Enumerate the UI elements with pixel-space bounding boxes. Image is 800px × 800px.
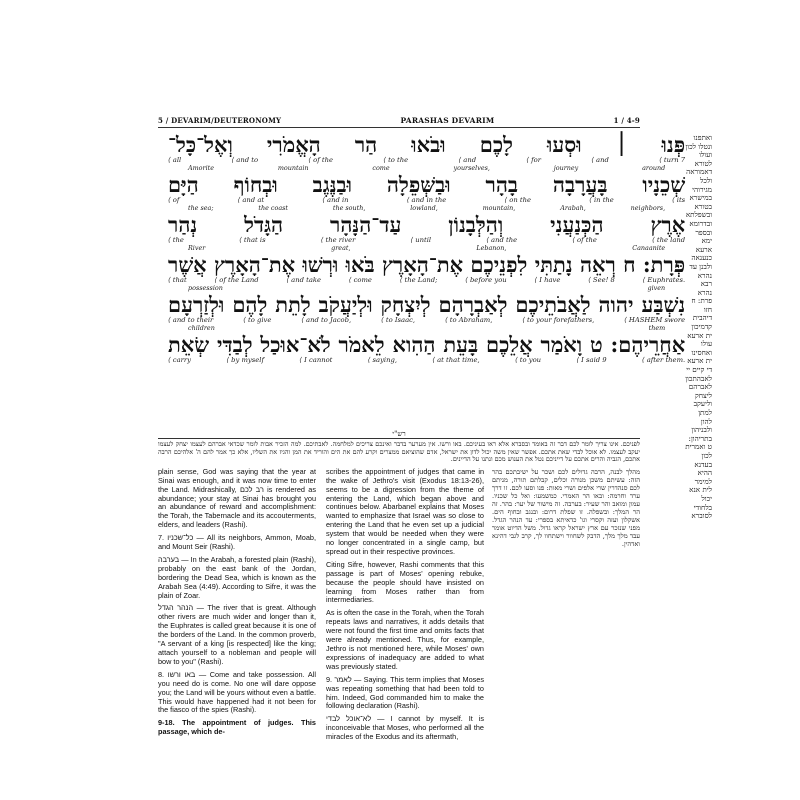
verse-line-4 bbox=[168, 254, 685, 292]
commentary-paragraph: plain sense, God was saying that the year at Sinai was enough, and it was now time to enter the Land. Midrashically, רב לכם is rendered as abundance; your stay at Sinai has brought you an abundance of reward and accomplishment: the Torah, the Tabernacle and its accouterments, elders, and leaders (Rashi). bbox=[158, 466, 316, 530]
commentary-paragraph: As is often the case in the Torah, when the Torah repeats laws and narratives, it adds details that were not found the first time and omits facts that were already mentioned. Thus, for example, Jethro is not mentioned here, while Moses' own expressions of inadequacy are added to what was previously stated. bbox=[326, 608, 484, 671]
page-header bbox=[158, 116, 640, 128]
commentary-paragraph: 8. באו ורשו — Come and take possession. All you need do is come. No one will dare oppose you; the Land will be yours without even a battle. This would have happened had it not been for the fiasco of the spies (Rashi). bbox=[158, 669, 316, 715]
book-page bbox=[158, 116, 713, 742]
gloss-line: ⟨ carry ⟨ by myself ⟨ I cannot ⟨ saying, ⟨ at that time, ⟨ to you ⟨ I said 9 ⟨ after them. bbox=[168, 356, 686, 364]
commentary-column-left bbox=[158, 468, 316, 746]
commentary-paragraph: 7. כל־שכניו — All its neighbors, Ammon, Moab, and Mount Seir (Rashi). bbox=[158, 533, 316, 552]
hebrew-line: נִשְׁבַּע יהוה לַאֲבֹתֵיכֶם לְאַבְרָהָם לְיִצְחָק וּלְיַעֲקֹב לָתֵת לָהֶם וּלְזַרְעָם bbox=[168, 292, 686, 317]
commentary-paragraph: 9-18. The appointment of judges. This passage, which de- bbox=[158, 718, 316, 737]
commentary-paragraph: בערבה — In the Arabah, a forested plain (Rashi), probably on the east bank of the Jordan, bordering the Dead Sea, which is known as the Arabah Sea (4:49). According to Sifre, it was the plain of Zoar. bbox=[158, 554, 316, 600]
gloss-line: ⟨ all ⟨ and to ⟨ of the ⟨ to the ⟨ and ⟨ for ⟨ and ⟨ turn 7 bbox=[168, 156, 686, 164]
verse-block bbox=[158, 134, 685, 426]
rashi-commentary: לפניכם. אינו צריך לומר לכם דבר זה באומד ובסברא אלא ראו בעיניכם. באו ורשו. אין מערער בדבר ואינכם צריכים למלחמה. לאבתיכם. למה הזכיר אבות לומר שכדאי אברהם לעצמו יצחק לעצמו יעקב לעצמו. לא אוכל לבדי שאת אתכם. אפשר שאין משה יכול לדון את ישראל, אדם שהוציאם ממצרים וקרע להם את הים והוריד את המן והגיז את השליו, אלא כך אמר להם ה' אלהיכם הרבה אתכם, הגביה והרים אתכם על דייניכם נטל את הענוש מכם ונתנו על הדיינים. bbox=[158, 440, 640, 464]
gloss-subline: possession given bbox=[188, 284, 666, 292]
verse-line-2 bbox=[168, 174, 685, 212]
verse-line-5 bbox=[168, 294, 685, 332]
hebrew-line: אַחֲרֵיהֶם: ט וָאֹמַר אֲלֵכֶם בָּעֵת הַהִוא לֵאמֹר לֹא־אוּכַל לְבַדִּי שְׂאֵת bbox=[168, 332, 686, 357]
verse-line-3 bbox=[168, 214, 685, 252]
commentary-paragraph: 9. לאמר — Saying. This term implies that Moses was repeating something that had been told to him. Indeed, God commanded him to make the following declaration (Rashi). bbox=[326, 674, 484, 711]
gloss-line: ⟨ the ⟨ that is ⟨ the river ⟨ until ⟨ and the ⟨ of the ⟨ the land bbox=[168, 236, 686, 244]
commentary-section bbox=[158, 468, 640, 746]
hebrew-line: אֶרֶץ הַכְּנַעֲנִי וְהַלְּבָנוֹן עַד־הַנָּהָר הַגָּדֹל נְהַר bbox=[168, 212, 686, 237]
gloss-subline: Amorite mountain come yourselves, journey around bbox=[188, 164, 666, 172]
hebrew-line: פְּרָת: ח רְאֵה נָתַתִּי לִפְנֵיכֶם אֶת־הָאָרֶץ בֹּאוּ וּרְשׁוּ אֶת־הָאָרֶץ אֲשֶׁר bbox=[168, 252, 686, 277]
hebrew-line: פְּנוּ ׀ וּסְעוּ לָכֶם וּבֹאוּ הַר הָאֱמֹרִי וְאֶל־כָּל־ bbox=[168, 132, 686, 157]
hebrew-line: שְׁכֵנָיו בָּעֲרָבָה בָהָר וּבַשְּׁפֵלָה וּבַנֶּגֶב וּבְחוֹף הַיָּם bbox=[168, 172, 686, 197]
header-left: 5 / DEVARIM/DEUTERONOMY bbox=[158, 116, 282, 125]
header-right: 1 / 4-9 bbox=[613, 116, 640, 125]
header-center: PARASHAS DEVARIM bbox=[400, 116, 495, 125]
gloss-subline: River great, Lebanon, Canaanite bbox=[188, 244, 666, 252]
commentary-paragraph: Citing Sifre, however, Rashi comments that this passage is part of Moses' opening rebuke, because the people should have insisted on learning from Moses rather than from intermediaries. bbox=[326, 559, 484, 605]
commentary-paragraph: scribes the appointment of judges that came in the wake of Jethro's visit (Exodus 18:13-26), seems to be a digression from the theme of entering the Land, which began above and continues below. Abarbanel explains that Moses wanted to emphasize that Israel was so close to entering the Land that he even set up a judicial system that would be needed when they were no longer concentrated in a single camp, but spread out in their respective provinces. bbox=[326, 466, 484, 556]
commentary-paragraph: הנהר הגדל — The river that is great. Although other rivers are much wider and longer than it, the Euphrates is called great because it is one of the borders of the Land. In the common proverb, "A servant of a king [is respected] like the king; attach yourself to a nobleman and people will bow to you" (Rashi). bbox=[158, 603, 316, 666]
verse-line-1 bbox=[168, 134, 685, 172]
commentary-paragraph: לא־אוכל לבדי — I cannot by myself. It is inconceivable that Moses, who performed all the miracles of the Exodus and its aftermath, bbox=[326, 714, 484, 742]
commentary-column-middle bbox=[326, 468, 484, 746]
verse-line-6 bbox=[168, 334, 685, 364]
gloss-line: ⟨ of ⟨ and at ⟨ and in ⟨ and in the ⟨ on the ⟨ in the ⟨ its bbox=[168, 196, 686, 204]
gloss-subline: the sea; the coast the south, lowland, mountain, Arabah, neighbors, bbox=[188, 204, 666, 212]
gloss-line: ⟨ and to their ⟨ to give ⟨ and to Jacob, ⟨ to Isaac, ⟨ to Abraham, ⟨ to your forefathers, ⟨ HASHEM swore bbox=[168, 316, 686, 324]
gloss-line: ⟨ that ⟨ of the Land ⟨ and take ⟨ come ⟨ the Land; ⟨ before you ⟨ I have ⟨ See! 8 ⟨ Euphrates. bbox=[168, 276, 686, 284]
gloss-subline: children them bbox=[188, 324, 666, 332]
targum-column: ואתפנו ונטלו לכון ועולו לטורא דאמוראה ולכל מגירוהי במישרא בטורא ובשפלתא ובדרומא ובספר ימא ארעא כנענאה ולבנן עד נהרא רבא נהרא פרת: ח חזו דיהבית קדמיכון ית ארעא עולו ואחסינו ית ארעא די קיים יי לאבהתכון לאברהם ליצחק וליעקב למתן להון ולבניהון בתריהון: ט ואמרית לכון בעדנא ההיא למימר לית אנא יכול בלחודי לסוברא bbox=[685, 133, 713, 521]
rashi-title: רש"י bbox=[392, 430, 406, 438]
commentary-column-hebrew: מהלך לבנה, הרבה גדולים לכם ושכר על ישיבתכם בהר הזה: עשיתם משכן מנורה וכלים, קבלתם תורה, מניתם לכם סנהדרין שרי אלפים ושרי מאות: פנו וסעו לכם. זו דרך ערד וחרמה: ובאו הר האמרי. כמשמעו: ואל כל שכניו. עמון ומואב והר שעיר: בערבה. זה מישור של יער: בהר. זה הר המלך: ובשפלה. זו שפלת דרום: ובנגב ובחוף הים. אשקלון ועזה וקסרי וגו' כדאיתא בספרי: עד הנהר הגדל. מפני שנזכר עם ארץ ישראל קראו גדול. משל הדיוט אומר עבד מלך מלך, הדבק לשחוור וישתחוו לך, קרב לגבי דהינא ואדהין. bbox=[492, 467, 640, 548]
